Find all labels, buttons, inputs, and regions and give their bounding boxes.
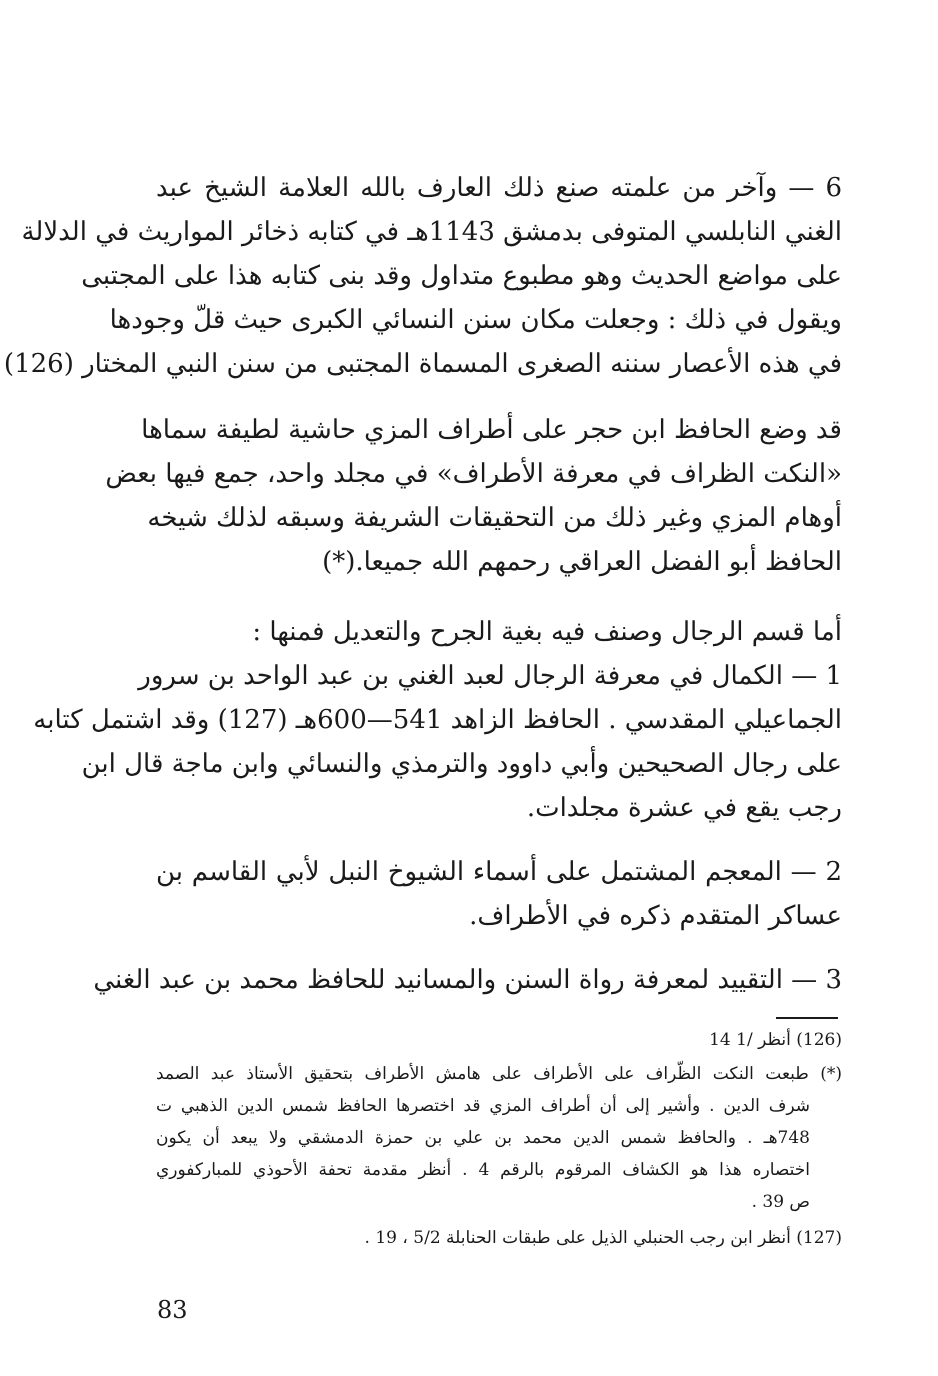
footnote-star-line: اختصاره هذا هو الكشاف المرقوم بالرقم 4 . أنظر مقدمة تحفة الأحوذي للمباركفوري	[156, 1160, 810, 1180]
paragraph-line: الحافظ أبو الفضل العراقي رحمهم الله جميعا.(*)	[322, 547, 842, 577]
paragraph-line: 1 — الكمال في معرفة الرجال لعبد الغني بن عبد الواحد بن سرور	[138, 661, 842, 691]
paragraph-line: «النكت الظراف في معرفة الأطراف» في مجلد واحد، جمع فيها بعض	[105, 459, 842, 489]
paragraph-line: رجب يقع في عشرة مجلدات.	[526, 793, 842, 823]
footnote-star-line: ص 39 .	[751, 1192, 810, 1212]
paragraph-line: في هذه الأعصار سننه الصغرى المسماة المجتبى من سنن النبي المختار (126)	[3, 349, 842, 379]
paragraph-line: أما قسم الرجال وصنف فيه بغية الجرح والتعديل فمنها :	[252, 617, 842, 647]
paragraph-line: 6 — وآخر من علمته صنع ذلك العارف بالله العلامة الشيخ عبد	[156, 173, 842, 203]
paragraph-line: 3 — التقييد لمعرفة رواة السنن والمسانيد للحافظ محمد بن عبد الغني	[93, 965, 842, 995]
paragraph-line: ويقول في ذلك : وجعلت مكان سنن النسائي الكبرى حيث قلّ وجودها	[109, 305, 842, 335]
footnote-separator	[776, 1017, 838, 1019]
footnote-127: (127) أنظر ابن رجب الحنبلي الذيل على طبقات الحنابلة 5/2 ، 19 .	[364, 1228, 842, 1248]
footnote-star-line: 748هـ . والحافظ شمس الدين محمد بن علي بن حمزة الدمشقي ولا يبعد أن يكون	[156, 1128, 810, 1148]
footnote-126: (126) أنظر /1 14	[709, 1030, 842, 1050]
page-number: 83	[157, 1296, 188, 1324]
paragraph-line: على رجال الصحيحين وأبي داوود والترمذي والنسائي وابن ماجة قال ابن	[81, 749, 842, 779]
paragraph-line: أوهام المزي وغير ذلك من التحقيقات الشريفة وسبقه لذلك شيخه	[147, 503, 842, 533]
footnote-star-line: (*) طبعت النكت الظّراف على الأطراف على هامش الأطراف بتحقيق الأستاذ عبد الصمد	[156, 1064, 842, 1084]
paragraph-line: قد وضع الحافظ ابن حجر على أطراف المزي حاشية لطيفة سماها	[141, 415, 842, 445]
paragraph-line: الغني النابلسي المتوفى بدمشق 1143هـ في كتابه ذخائر المواريث في الدلالة	[21, 217, 842, 247]
paragraph-line: عساكر المتقدم ذكره في الأطراف.	[469, 901, 842, 931]
paragraph-line: على مواضع الحديث وهو مطبوع متداول وقد بنى كتابه هذا على المجتبى	[81, 261, 842, 291]
paragraph-line: الجماعيلي المقدسي . الحافظ الزاهد 541—600هـ (127) وقد اشتمل كتابه	[33, 705, 842, 735]
paragraph-line: 2 — المعجم المشتمل على أسماء الشيوخ النبل لأبي القاسم بن	[156, 857, 842, 887]
footnote-star-line: شرف الدين . وأشير إلى أن أطراف المزي قد اختصرها الحافظ شمس الدين الذهبي ت	[156, 1096, 810, 1116]
